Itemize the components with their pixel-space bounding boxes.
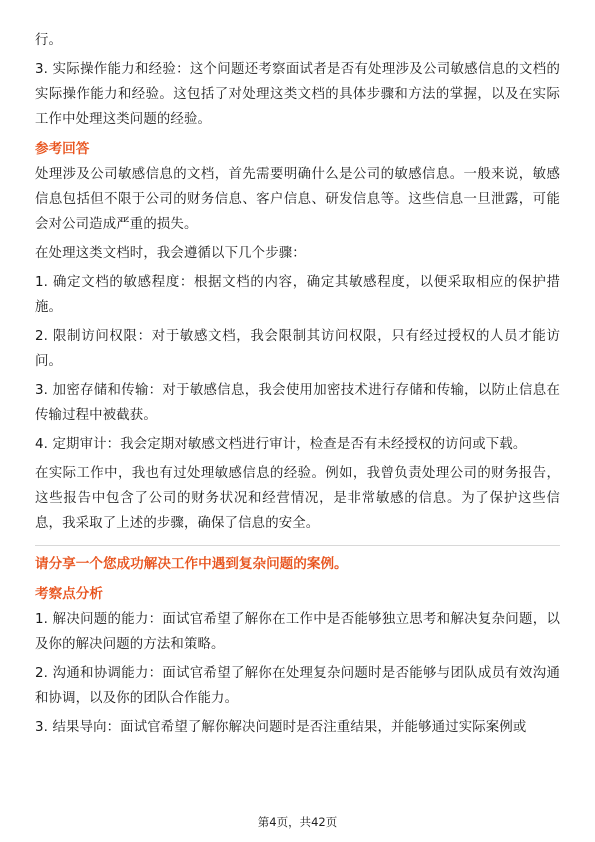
answer-experience: 在实际工作中，我也有过处理敏感信息的经验。例如，我曾负责处理公司的财务报告，这些报告中包含了公司的财务状况和经营情况，是非常敏感的信息。为了保护这些信息，我采取了上述的步骤，确保了信息的安全。 <box>35 466 560 531</box>
answer-intro: 处理涉及公司敏感信息的文档，首先需要明确什么是公司的敏感信息。一般来说，敏感信息包括但不限于公司的财务信息、客户信息、研发信息等。这些信息一旦泄露，可能会对公司造成严重的损失。 <box>35 167 560 232</box>
answer-steps-intro: 在处理这类文档时，我会遵循以下几个步骤： <box>35 246 306 261</box>
document-page <box>35 28 560 740</box>
page-number: 第4页，共42页 <box>257 815 338 829</box>
analysis-heading: 考察点分析 <box>35 586 103 602</box>
section-divider <box>35 545 560 546</box>
analysis-point: 2. 沟通和协调能力：面试官希望了解你在处理复杂问题时是否能够与团队成员有效沟通和协调，以及你的团队合作能力。 <box>35 666 560 706</box>
question-title: 请分享一个您成功解决工作中遇到复杂问题的案例。 <box>35 556 348 572</box>
answer-step: 1. 确定文档的敏感程度：根据文档的内容，确定其敏感程度，以便采取相应的保护措施。 <box>35 275 560 315</box>
answer-step: 4. 定期审计：我会定期对敏感文档进行审计，检查是否有未经授权的访问或下载。 <box>35 437 527 452</box>
answer-heading: 参考回答 <box>35 141 90 157</box>
answer-step: 3. 加密存储和传输：对于敏感信息，我会使用加密技术进行存储和传输，以防止信息在传输过程中被截获。 <box>35 383 560 423</box>
answer-step: 2. 限制访问权限：对于敏感文档，我会限制其访问权限，只有经过授权的人员才能访问。 <box>35 329 560 369</box>
analysis-point-3: 3. 实际操作能力和经验：这个问题还考察面试者是否有处理涉及公司敏感信息的文档的实际操作能力和经验。这包括了对处理这类文档的具体步骤和方法的掌握，以及在实际工作中处理这类问题的经验。 <box>35 62 560 127</box>
continued-text: 行。 <box>35 33 63 48</box>
analysis-point: 3. 结果导向：面试官希望了解你解决问题时是否注重结果，并能够通过实际案例或 <box>35 720 527 735</box>
analysis-point: 1. 解决问题的能力：面试官希望了解你在工作中是否能够独立思考和解决复杂问题，以及你的解决问题的方法和策略。 <box>35 612 560 652</box>
